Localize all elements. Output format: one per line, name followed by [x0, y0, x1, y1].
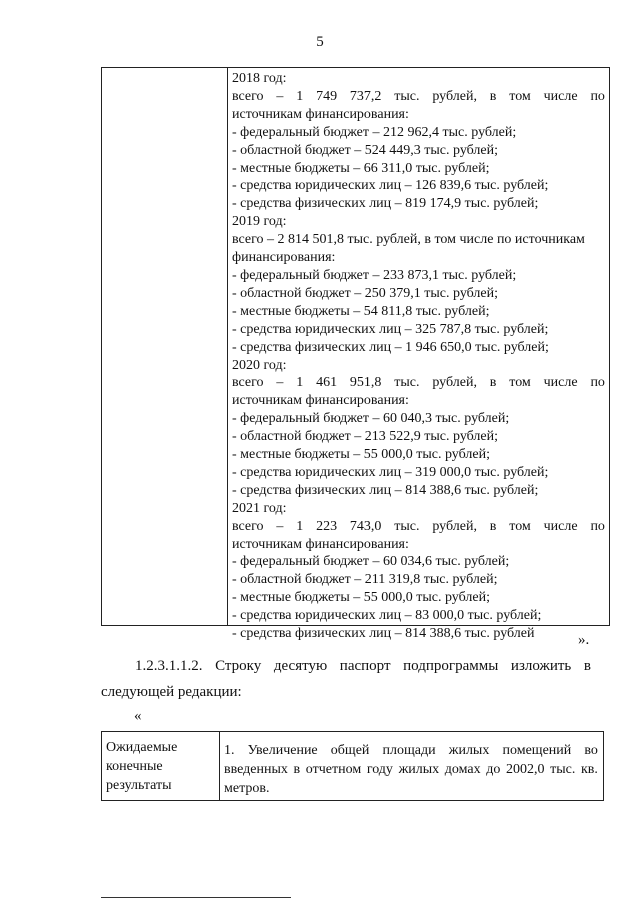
- financing-line: - федеральный бюджет – 60 034,6 тыс. рублей;: [232, 554, 510, 570]
- financing-line: - средства физических лиц – 814 388,6 тыс. рублей;: [232, 482, 539, 498]
- table-column-divider: [219, 732, 220, 800]
- results-label-line: Ожидаемые: [106, 740, 178, 755]
- financing-table: [101, 67, 610, 642]
- financing-line: источникам финансирования:: [232, 106, 409, 122]
- results-value-line: введенных в отчетном году жилых домах до 2002,0 тыс. кв.: [224, 762, 598, 777]
- results-value-line: метров.: [224, 781, 270, 796]
- closing-quote: ».: [578, 632, 590, 648]
- financing-line: всего – 2 814 501,8 тыс. рублей, в том числе по источникам: [232, 232, 585, 248]
- financing-line: - средства юридических лиц – 126 839,6 тыс. рублей;: [232, 178, 549, 194]
- financing-cell: [232, 70, 605, 643]
- financing-line: - средства физических лиц – 819 174,9 тыс. рублей;: [232, 196, 539, 212]
- financing-line: 2020 год:: [232, 357, 287, 373]
- financing-line: источникам финансирования:: [232, 536, 409, 552]
- results-table: [101, 731, 604, 801]
- financing-line: - областной бюджет – 250 379,1 тыс. рублей;: [232, 285, 498, 301]
- financing-line: финансирования:: [232, 250, 336, 266]
- financing-line: - местные бюджеты – 55 000,0 тыс. рублей;: [232, 447, 490, 463]
- financing-line: - местные бюджеты – 54 811,8 тыс. рублей;: [232, 303, 490, 319]
- financing-line: - областной бюджет – 213 522,9 тыс. рублей;: [232, 429, 498, 445]
- financing-line: всего – 1 461 951,8 тыс. рублей, в том числе по: [232, 375, 605, 391]
- results-label-cell: [106, 738, 177, 795]
- financing-line: - средства физических лиц – 814 388,6 тыс. рублей: [232, 626, 535, 642]
- opening-quote: «: [134, 708, 142, 724]
- page-number: 5: [316, 34, 324, 50]
- financing-line: всего – 1 749 737,2 тыс. рублей, в том числе по: [232, 88, 605, 104]
- results-label-line: конечные: [106, 759, 163, 774]
- financing-line: источникам финансирования:: [232, 393, 409, 409]
- paragraph-line-1: 1.2.3.1.1.2. Строку десятую паспорт подпрограммы изложить в: [135, 658, 591, 674]
- financing-line: - федеральный бюджет – 212 962,4 тыс. рублей;: [232, 124, 517, 140]
- financing-line: - местные бюджеты – 55 000,0 тыс. рублей;: [232, 590, 490, 606]
- paragraph-line-2: следующей редакции:: [101, 684, 242, 700]
- results-value-cell: [224, 741, 598, 798]
- financing-line: - местные бюджеты – 66 311,0 тыс. рублей;: [232, 160, 490, 176]
- financing-line: 2019 год:: [232, 214, 287, 230]
- financing-line: всего – 1 223 743,0 тыс. рублей, в том числе по: [232, 518, 605, 534]
- financing-line: - областной бюджет – 211 319,8 тыс. рублей;: [232, 572, 498, 588]
- financing-line: 2018 год:: [232, 71, 287, 86]
- results-value-line: 1. Увеличение общей площади жилых помещений во: [224, 743, 598, 758]
- financing-line: - средства физических лиц – 1 946 650,0 тыс. рублей;: [232, 339, 549, 355]
- financing-line: - федеральный бюджет – 233 873,1 тыс. рублей;: [232, 267, 517, 283]
- table-column-divider: [227, 68, 228, 625]
- financing-line: 2021 год:: [232, 500, 287, 516]
- financing-line: - средства юридических лиц – 83 000,0 тыс. рублей;: [232, 608, 542, 624]
- financing-line: - средства юридических лиц – 325 787,8 тыс. рублей;: [232, 321, 549, 337]
- footnote-separator: [101, 897, 291, 898]
- financing-line: - средства юридических лиц – 319 000,0 тыс. рублей;: [232, 464, 549, 480]
- financing-line: - федеральный бюджет – 60 040,3 тыс. рублей;: [232, 411, 510, 427]
- financing-line: - областной бюджет – 524 449,3 тыс. рублей;: [232, 142, 498, 158]
- results-label-line: результаты: [106, 778, 172, 793]
